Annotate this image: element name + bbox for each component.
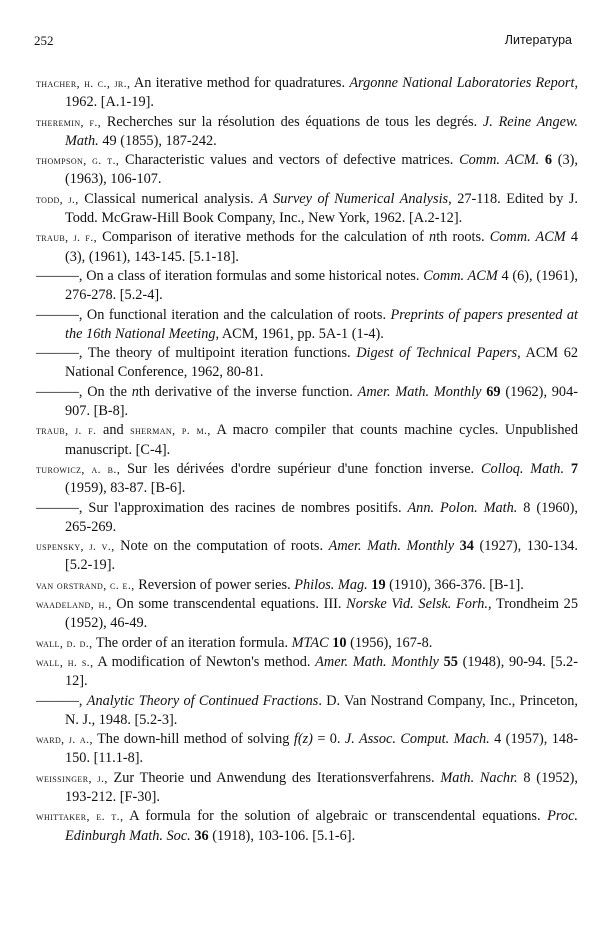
reference-text: Reversion of power series.: [134, 576, 295, 593]
reference-text: The down-hill method of solving: [92, 731, 294, 748]
reference-title-italic: Preprints of papers presented at the 16th National Meeting: [65, 306, 578, 342]
reference-author: whittaker, e. t.,: [36, 809, 124, 824]
reference-author: traub, j. f.: [36, 423, 97, 438]
reference-text: (1918), 103-106. [5.1-6].: [208, 827, 356, 844]
reference-text: A modification of Newton's method.: [93, 653, 316, 670]
reference-entry: [36, 634, 578, 653]
reference-title-italic: Analytic Theory of Continued Fractions: [86, 692, 319, 709]
reference-text: (1956), 167-8.: [346, 634, 433, 651]
reference-entry: [36, 692, 578, 731]
reference-entry: [36, 730, 578, 769]
volume-number: 19: [371, 576, 386, 593]
reference-entry: [36, 576, 578, 595]
reference-text: , ACM 62 National Conference, 1962, 80-81.: [65, 345, 578, 381]
reference-author: thacher, h. c., jr.,: [36, 76, 131, 90]
reference-text: (1927), 130-134. [5.2-19].: [65, 538, 578, 574]
volume-number: 6: [544, 152, 553, 169]
volume-number: 7: [570, 460, 579, 477]
reference-text: , On functional iteration and the calculation of roots.: [78, 306, 391, 323]
reference-author: traub, j. f.,: [36, 230, 97, 245]
reference-author: weissinger, j.,: [36, 770, 108, 785]
reference-author: van orstrand, c. e.,: [36, 577, 135, 592]
ditto-dash: ———: [36, 345, 79, 362]
reference-text: (3), (1963), 106-107.: [65, 152, 578, 188]
reference-text: , Trondheim 25 (1952), 46-49.: [65, 596, 578, 632]
ditto-dash: ———: [36, 267, 79, 284]
reference-text: , Sur l'approximation des racines de nombres positifs.: [78, 499, 408, 516]
reference-text: 4 (6), (1961), 276-278. [5.2-4].: [65, 267, 579, 304]
reference-text: , 27-118. Edited by J. Todd. McGraw-Hill Book Company, Inc., New York, 1962. [A.2-12].: [65, 190, 578, 227]
reference-text: sherman, p. m.,: [130, 423, 211, 438]
reference-text: = 0.: [312, 731, 345, 748]
reference-entry: [36, 460, 578, 499]
reference-text: 4 (1957), 148-150. [11.1-8].: [65, 731, 578, 767]
reference-text: . D. Van Nostrand Company, Inc., Princeton, N. J., 1948. [5.2-3].: [65, 692, 578, 728]
volume-number: 34: [459, 538, 474, 555]
reference-author: theremin, f.,: [36, 114, 102, 129]
reference-title-italic: A Survey of Numerical Analysis: [259, 190, 449, 207]
reference-entry: [36, 537, 578, 576]
reference-text: Note on the computation of roots.: [114, 538, 329, 555]
reference-title-italic: n: [429, 229, 437, 246]
reference-text: (1959), 83-87. [B-6].: [65, 480, 186, 497]
running-title: Литература: [504, 33, 572, 47]
volume-number: 36: [194, 827, 209, 844]
reference-text: An iterative method for quadratures.: [130, 75, 350, 91]
reference-text: [564, 461, 571, 477]
volume-number: 10: [332, 634, 347, 651]
reference-entry: [36, 267, 578, 306]
reference-title-italic: Proc. Edinburgh Math. Soc.: [65, 808, 578, 844]
reference-text: 49 (1855), 187-242.: [98, 132, 217, 149]
reference-title-italic: Comm. ACM.: [459, 152, 540, 169]
reference-title-italic: Colloq. Math.: [480, 460, 565, 477]
reference-text: , The theory of multipoint iteration functions.: [78, 345, 357, 362]
reference-text: and: [96, 422, 131, 439]
reference-title-italic: Philos. Mag.: [294, 576, 368, 593]
page-number: 252: [34, 33, 54, 48]
reference-title-italic: f(z): [293, 731, 313, 748]
reference-text: th roots.: [436, 229, 490, 246]
reference-entry: [36, 653, 578, 692]
reference-text: , ACM, 1961, pp. 5A-1 (1-4).: [215, 325, 384, 342]
reference-entry: [36, 499, 578, 538]
reference-text: th derivative of the inverse function.: [138, 383, 358, 400]
reference-entry: [36, 421, 578, 460]
reference-text: (1910), 366-376. [B-1].: [385, 576, 524, 593]
reference-entry: [36, 113, 578, 152]
reference-text: Comparison of iterative methods for the calculation of: [97, 229, 430, 246]
reference-text: Recherches sur la résolution des équations de tous les degrés.: [101, 113, 483, 130]
reference-text: Characteristic values and vectors of defective matrices.: [119, 152, 460, 169]
reference-text: A macro compiler that counts machine cycles. Unpublished manuscript. [C-4].: [65, 422, 578, 458]
reference-text: (1962), 904-907. [B-8].: [65, 383, 578, 420]
reference-text: A formula for the solution of algebraic or transcendental equations.: [123, 808, 548, 825]
reference-author: wall, d. d.,: [36, 635, 93, 650]
reference-author: wall, h. s.,: [36, 654, 94, 669]
reference-text: The order of an iteration formula.: [92, 634, 292, 651]
reference-entry: [36, 74, 578, 113]
reference-title-italic: Amer. Math. Monthly: [357, 383, 482, 400]
reference-author: todd, j.,: [36, 191, 79, 206]
reference-author: thompson, g. t.,: [36, 153, 120, 168]
ditto-dash: ———: [36, 383, 79, 400]
reference-entry: [36, 344, 578, 383]
reference-text: 4 (3), (1961), 143-145. [5.1-18].: [65, 229, 578, 265]
reference-title-italic: Norske Vid. Selsk. Forh.: [346, 596, 488, 613]
reference-text: , On the: [78, 383, 132, 400]
reference-entry: [36, 306, 578, 345]
reference-title-italic: Amer. Math. Monthly: [315, 653, 439, 670]
reference-author: waadeland, h.,: [36, 597, 112, 612]
page-header: [34, 33, 572, 53]
ditto-dash: ———: [36, 499, 79, 516]
reference-author: uspensky, j. v.,: [36, 539, 115, 554]
reference-text: , 1962. [A.1-19].: [65, 75, 579, 111]
reference-title-italic: Comm. ACM: [423, 267, 498, 284]
reference-text: Classical numerical analysis.: [78, 190, 260, 207]
reference-author: turowicz, a. b.,: [36, 461, 121, 476]
reference-text: Zur Theorie und Anwendung des Iterationsverfahrens.: [107, 769, 441, 786]
reference-entry: [36, 190, 578, 229]
reference-entry: [36, 228, 578, 267]
reference-entry: [36, 383, 578, 422]
reference-text: On some transcendental equations. III.: [111, 596, 347, 613]
reference-title-italic: MTAC: [291, 634, 329, 651]
ditto-dash: ———: [36, 692, 79, 709]
reference-title-italic: J. Assoc. Comput. Mach.: [344, 731, 490, 748]
reference-title-italic: Comm. ACM: [489, 229, 566, 246]
reference-text: Sur les dérivées d'ordre supérieur d'une fonction inverse.: [120, 460, 481, 477]
reference-title-italic: Amer. Math. Monthly: [328, 538, 455, 555]
reference-title-italic: J. Reine Angew. Math.: [65, 113, 579, 149]
reference-text: 8 (1960), 265-269.: [65, 499, 579, 535]
reference-entry: [36, 595, 578, 634]
reference-text: 8 (1952), 193-212. [F-30].: [65, 769, 578, 805]
reference-entry: [36, 769, 578, 808]
volume-number: 69: [486, 383, 501, 400]
reference-text: ,: [78, 692, 87, 709]
reference-title-italic: Ann. Polon. Math.: [407, 499, 518, 516]
ditto-dash: ———: [36, 306, 79, 323]
reference-entry: [36, 151, 578, 190]
reference-author: ward, j. a.,: [36, 732, 93, 747]
volume-number: 55: [443, 653, 458, 670]
reference-title-italic: n: [131, 383, 139, 400]
reference-title-italic: Argonne National Laboratories Report: [349, 75, 575, 91]
reference-title-italic: Digest of Technical Papers: [356, 345, 518, 362]
reference-title-italic: Math. Nachr.: [440, 769, 518, 786]
reference-entry: [36, 807, 578, 846]
reference-text: , On a class of iteration formulas and some historical notes.: [78, 267, 424, 284]
reference-list: [36, 74, 578, 846]
reference-text: (1948), 90-94. [5.2-12].: [65, 653, 578, 690]
